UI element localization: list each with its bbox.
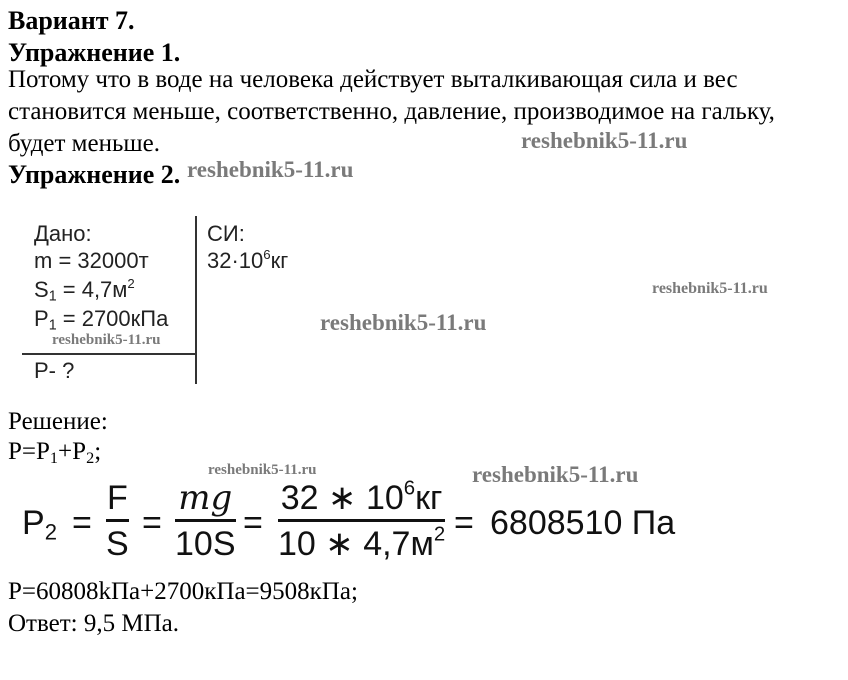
- given-title: Дано:: [34, 221, 92, 246]
- formula-equals-3: =: [243, 504, 263, 542]
- given-divider-vertical: [195, 216, 197, 384]
- fraction-bar: [175, 519, 236, 522]
- fraction-bar: [278, 519, 445, 522]
- formula-equals-2: =: [142, 504, 162, 542]
- watermark: reshebnik5-11.ru: [52, 332, 161, 348]
- watermark: reshebnik5-11.ru: [187, 157, 354, 182]
- solution-title: Решение:: [8, 408, 108, 435]
- watermark: reshebnik5-11.ru: [521, 128, 688, 153]
- fraction-numerator: F: [106, 479, 128, 517]
- variant-heading: Вариант 7.: [8, 6, 135, 35]
- fraction-force-area: [106, 481, 129, 561]
- fraction-denominator: S: [106, 525, 129, 563]
- fraction-numerator: mg: [178, 478, 233, 518]
- si-mass: $32\cdot 10^6кг$: [207, 246, 289, 273]
- answer1-line2: становится меньше, соответственно, давление, производимое на гальку,: [8, 98, 775, 125]
- formula-lhs: $P_2$: [22, 504, 57, 545]
- answer1-line1: Потому что в воде на человека действует выталкивающая сила и вес: [8, 66, 738, 93]
- find-label: Р- ?: [34, 358, 75, 383]
- solution-total: P=60808kПа+2700кПа=9508кПа;: [8, 578, 358, 605]
- fraction-mg: [175, 478, 236, 563]
- given-mass: m = 32000т: [34, 248, 149, 273]
- watermark: reshebnik5-11.ru: [320, 310, 487, 335]
- given-divider-horizontal: [22, 353, 197, 355]
- exercise-2-heading: Упражнение 2.: [8, 160, 181, 189]
- watermark: reshebnik5-11.ru: [208, 462, 317, 478]
- given-area: $S_1 = 4,7м^2$: [34, 275, 135, 305]
- exercise-1-heading: Упражнение 1.: [8, 38, 181, 67]
- watermark: reshebnik5-11.ru: [472, 462, 639, 487]
- final-answer: Ответ: 9,5 МПа.: [8, 610, 179, 637]
- given-pressure: $P_1 = 2700кПа$: [34, 306, 169, 334]
- fraction-numeric: [278, 477, 446, 563]
- fraction-numerator: 32 ∗ $10^6кг$: [280, 477, 443, 517]
- fraction-denominator: 10S: [175, 525, 236, 563]
- fraction-bar: [106, 519, 129, 522]
- formula-equals-1: =: [72, 504, 92, 542]
- solution-equation: $P=P_1+P_2$;: [8, 438, 102, 468]
- watermark: reshebnik5-11.ru: [652, 280, 768, 297]
- formula-result: 6808510 Па: [490, 504, 676, 542]
- fraction-denominator: 10 ∗ $4,7м^2$: [278, 523, 446, 563]
- answer1-line3: будет меньше.: [8, 130, 160, 157]
- si-title: СИ:: [207, 221, 245, 246]
- formula-equals-4: =: [454, 504, 474, 542]
